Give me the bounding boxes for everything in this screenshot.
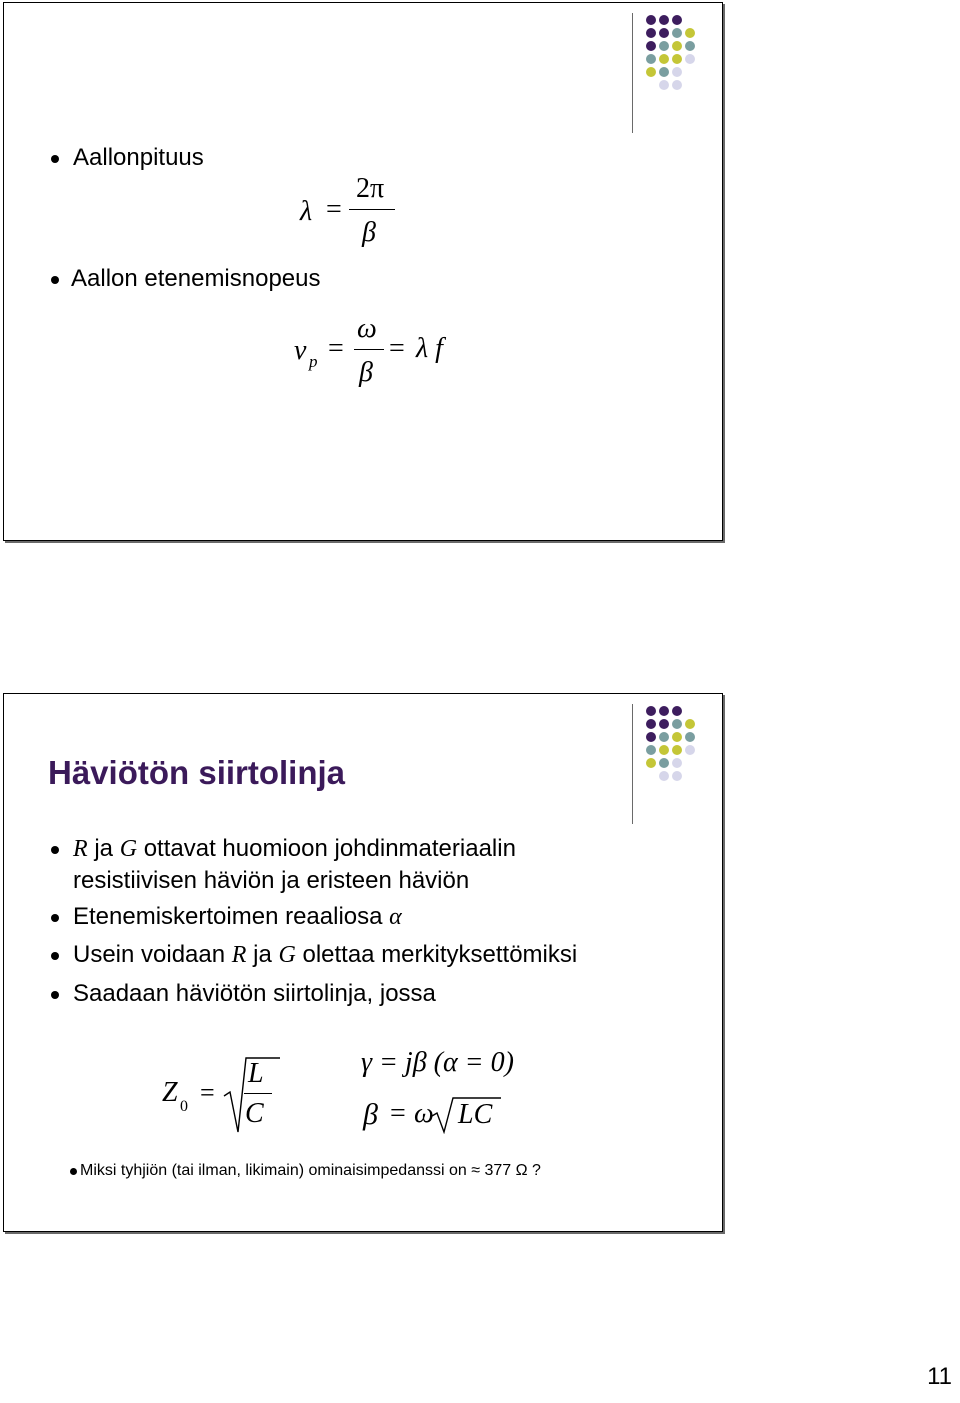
- zero-subscript: 0: [180, 1098, 188, 1115]
- decor-dot: [672, 706, 682, 716]
- decor-dot: [672, 54, 682, 64]
- slide-title: Häviötön siirtolinja: [48, 754, 346, 791]
- text: ottavat huomioon johdinmateriaalin: [137, 835, 516, 862]
- omega-symbol: ω: [414, 1098, 434, 1129]
- decor-dot: [646, 28, 656, 38]
- decor-dot: [659, 67, 669, 77]
- fraction-numerator: 2π: [356, 173, 385, 204]
- decor-dot: [672, 41, 682, 51]
- equals-sign: =: [326, 194, 342, 225]
- equals-sign: =: [328, 333, 344, 364]
- decor-dot: [685, 745, 695, 755]
- decor-dot: [659, 41, 669, 51]
- beta-symbol: β: [363, 1098, 378, 1131]
- decor-dot: [646, 15, 656, 25]
- bullet-text: Saadaan häviötön siirtolinja, jossa: [73, 980, 436, 1007]
- bullet-text: Aallonpituus: [73, 144, 204, 171]
- bullet-dot: [51, 952, 59, 960]
- p-subscript: p: [309, 352, 318, 371]
- bullet-dot: [51, 276, 59, 284]
- equals-sign: =: [390, 1098, 406, 1129]
- decor-dot-grid: [644, 704, 714, 814]
- decor-vertical-line: [632, 13, 633, 133]
- decor-dot: [672, 80, 682, 90]
- R-symbol: R: [73, 836, 88, 862]
- note-question: Miksi tyhjiön (tai ilman, likimain) ominaisimpedanssi on ≈ 377 Ω ?: [80, 1162, 541, 1179]
- bullet-text-continued: resistiivisen häviön ja eristeen häviön: [73, 867, 470, 894]
- bullet-dot: [70, 1168, 77, 1175]
- decor-dot-grid: [644, 13, 714, 123]
- text: ja: [246, 941, 279, 968]
- decor-dot: [685, 28, 695, 38]
- text: olettaa merkityksettömiksi: [295, 941, 578, 968]
- decor-dot: [672, 758, 682, 768]
- equals-sign: =: [389, 333, 405, 364]
- decor-dot: [685, 54, 695, 64]
- G-symbol: G: [119, 836, 138, 862]
- fraction-bar: [349, 209, 395, 210]
- decor-dot: [646, 758, 656, 768]
- decor-dot: [672, 745, 682, 755]
- decor-dot: [672, 28, 682, 38]
- decor-dot: [659, 28, 669, 38]
- decor-dot: [659, 745, 669, 755]
- bullet-dot: [51, 991, 59, 999]
- bullet-text: [73, 834, 516, 864]
- bullet-dot: [51, 914, 59, 922]
- bullet-text: Aallon etenemisnopeus: [71, 265, 321, 292]
- decor-dot: [646, 67, 656, 77]
- text: Etenemiskertoimen reaaliosa: [73, 903, 390, 930]
- decor-dot: [659, 771, 669, 781]
- decor-dot: [646, 745, 656, 755]
- slide-2: [3, 693, 723, 1232]
- R-symbol: R: [231, 942, 247, 968]
- bullet-dot: [51, 846, 59, 854]
- decor-dot: [646, 732, 656, 742]
- fraction-numerator: ω: [357, 313, 377, 344]
- decor-dot: [685, 719, 695, 729]
- bullet-text: [73, 940, 577, 970]
- v-symbol: v: [294, 335, 307, 366]
- bullet-dot: [51, 155, 59, 163]
- fraction-denominator: β: [362, 217, 376, 248]
- fraction-bar: [354, 349, 384, 350]
- fraction-numerator: L: [248, 1058, 264, 1089]
- text-ja: ja: [87, 835, 120, 862]
- equation-propagation-constant: γ = jβ (α = 0): [361, 1047, 514, 1078]
- decor-dot: [672, 771, 682, 781]
- decor-vertical-line: [632, 704, 633, 824]
- decor-dot: [659, 15, 669, 25]
- decor-dot: [685, 732, 695, 742]
- fraction-bar: [244, 1093, 272, 1094]
- G-symbol: G: [278, 942, 296, 968]
- page-number: 11: [927, 1363, 952, 1390]
- decor-dot: [646, 719, 656, 729]
- decor-dot: [659, 706, 669, 716]
- decor-dot: [646, 41, 656, 51]
- decor-dot: [672, 719, 682, 729]
- Z-symbol: Z: [162, 1077, 178, 1108]
- fraction-denominator: C: [245, 1098, 264, 1129]
- slide-1: [3, 2, 723, 541]
- lambda-symbol: λ: [300, 196, 313, 227]
- decor-dot: [672, 15, 682, 25]
- decor-dot: [672, 67, 682, 77]
- bullet-text: [73, 902, 402, 932]
- lambda-f: λ f: [416, 333, 443, 364]
- decor-dot: [659, 80, 669, 90]
- alpha-symbol: α: [389, 904, 402, 930]
- text: Usein voidaan: [73, 941, 232, 968]
- decor-dot: [659, 732, 669, 742]
- decor-dot: [659, 54, 669, 64]
- decor-dot: [646, 706, 656, 716]
- decor-dot: [646, 54, 656, 64]
- decor-dot: [659, 758, 669, 768]
- fraction-denominator: β: [359, 357, 373, 388]
- LC-radicand: LC: [458, 1099, 493, 1130]
- decor-dot: [672, 732, 682, 742]
- decor-dot: [685, 41, 695, 51]
- decor-dot: [659, 719, 669, 729]
- equals-sign: =: [200, 1078, 215, 1107]
